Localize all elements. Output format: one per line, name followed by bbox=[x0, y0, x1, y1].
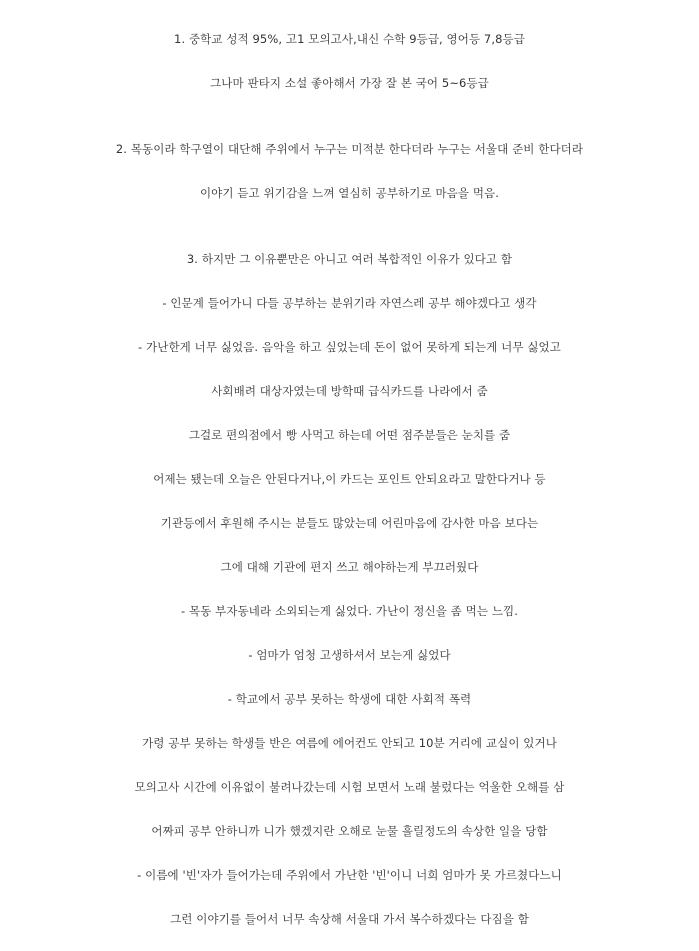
text-line: 가령 공부 못하는 학생들 반은 여름에 에어컨도 안되고 10분 거리에 교실이 있거나 bbox=[142, 736, 557, 750]
text-line: 2. 목동이라 학구열이 대단해 주위에서 누구는 미적분 한다더라 누구는 서울대 준비 한다더라 bbox=[115, 142, 584, 156]
text-line: 그런 이야기를 들어서 너무 속상해 서울대 가서 복수하겠다는 다짐을 함 bbox=[170, 912, 529, 926]
text-line: 그에 대해 기관에 편지 쓰고 해야하는게 부끄러웠다 bbox=[220, 560, 479, 574]
text-line: - 인문계 들어가니 다들 공부하는 분위기라 자연스레 공부 해야겠다고 생각 bbox=[162, 296, 537, 310]
text-line: - 엄마가 엄청 고생하셔서 보는게 싫었다 bbox=[248, 648, 451, 662]
text-line: 그걸로 편의점에서 빵 사먹고 하는데 어떤 점주분들은 눈치를 줌 bbox=[188, 428, 511, 442]
text-line: 모의고사 시간에 이유없이 불려나갔는데 시험 보면서 노래 불렀다는 억울한 오해를 삼 bbox=[134, 780, 565, 794]
text-line: 어제는 됐는데 오늘은 안된다거나,이 카드는 포인트 안되요라고 말한다거나 등 bbox=[153, 472, 546, 486]
text-line: 기관등에서 후원해 주시는 분들도 많았는데 어린마음에 감사한 마음 보다는 bbox=[160, 516, 539, 530]
text-line: 1. 중학교 성적 95%, 고1 모의고사,내신 수학 9등급, 영어등 7,8등급 bbox=[174, 32, 525, 46]
text-line: 사회배려 대상자였는데 방학때 급식카드를 나라에서 줌 bbox=[211, 384, 488, 398]
text-line: 어짜피 공부 안하니까 니가 했겠지란 오해로 눈물 흘릴정도의 속상한 일을 당함 bbox=[151, 824, 548, 838]
text-line: - 이름에 '빈'자가 들어가는데 주위에서 가난한 '빈'이니 너희 엄마가 못 가르쳤다느니 bbox=[137, 868, 562, 882]
text-line: 그나마 판타지 소설 좋아해서 가장 잘 본 국어 5~6등급 bbox=[210, 76, 489, 90]
text-line: 이야기 듣고 위기감을 느껴 열심히 공부하기로 마음을 먹음. bbox=[199, 186, 500, 200]
text-line: 3. 하지만 그 이유뿐만은 아니고 여러 복합적인 이유가 있다고 함 bbox=[186, 252, 513, 266]
text-line: - 목동 부자동네라 소외되는게 싫었다. 가난이 정신을 좀 먹는 느낌. bbox=[181, 604, 518, 618]
text-line: - 학교에서 공부 못하는 학생에 대한 사회적 폭력 bbox=[227, 692, 472, 706]
text-line: - 가난한게 너무 싫었음. 음악을 하고 싶었는데 돈이 없어 못하게 되는게 너무 싫었고 bbox=[138, 340, 561, 354]
